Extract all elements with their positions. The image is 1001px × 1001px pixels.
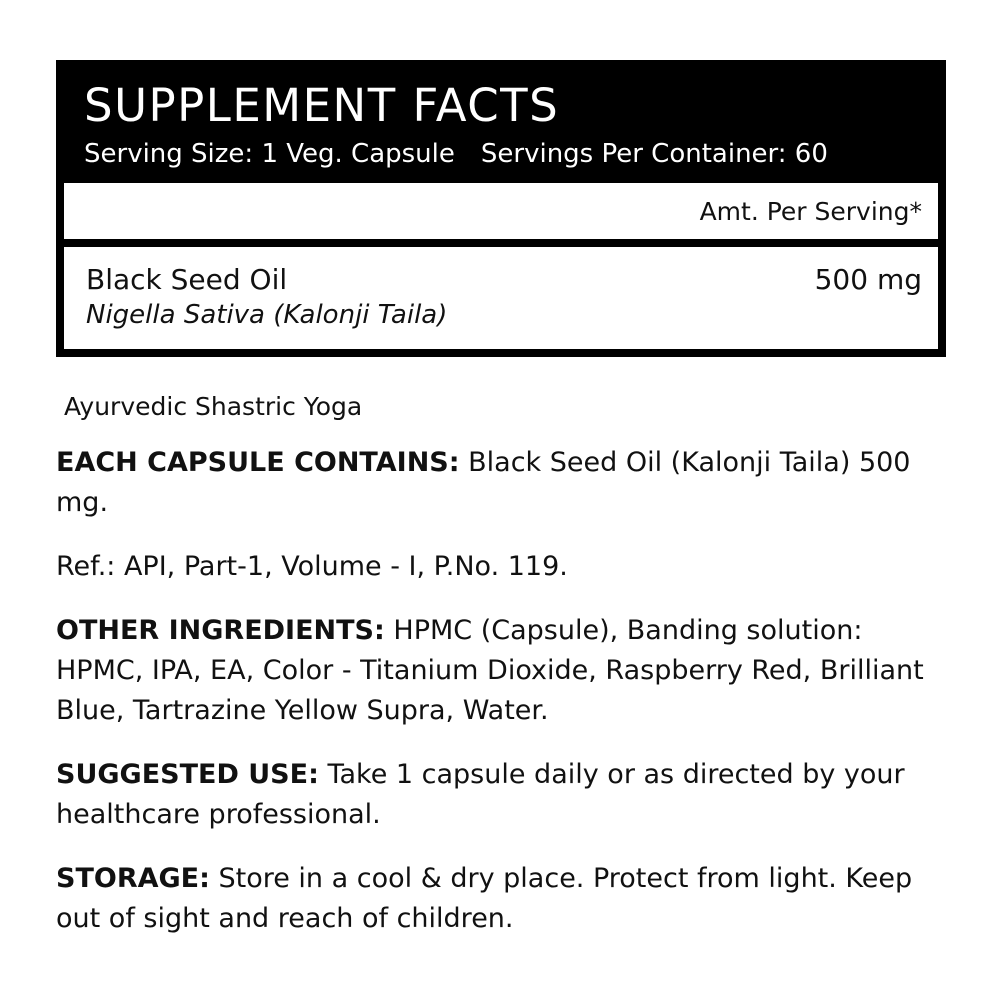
table-row <box>64 247 938 349</box>
storage-text: Store in a cool & dry place. Protect from light. Keep out of sight and reach of children. <box>56 862 913 934</box>
ayurvedic-yoga-note: Ayurvedic Shastric Yoga <box>64 392 363 421</box>
each-capsule-contains-label: EACH CAPSULE CONTAINS: <box>56 447 460 478</box>
reference-paragraph <box>56 547 956 587</box>
storage-label: STORAGE: <box>56 862 210 894</box>
amount-per-serving-label: Amt. Per Serving* <box>699 196 922 226</box>
serving-size-text: Serving Size: 1 Veg. Capsule <box>84 139 455 170</box>
serving-info <box>56 129 946 183</box>
each-capsule-contains-text: Black Seed Oil (Kalonji Taila) 500 mg. <box>56 447 911 518</box>
amount-per-serving-header-row <box>64 183 938 239</box>
reference-text: Ref.: API, Part-1, Volume - I, P.No. 119. <box>56 550 568 582</box>
label-body-text <box>56 392 956 963</box>
ingredient-latin-name: Nigella Sativa (Kalonji Taila) <box>86 300 448 331</box>
ingredient-amount: 500 mg <box>814 263 922 297</box>
suggested-use-text: Take 1 capsule daily or as directed by your healthcare professional. <box>56 758 905 830</box>
other-ingredients-paragraph <box>56 611 956 731</box>
panel-bottom-border <box>56 349 946 357</box>
supplement-facts-panel <box>56 60 946 357</box>
other-ingredients-text: HPMC (Capsule), Banding solution: HPMC, IPA, EA, Color - Titanium Dioxide, Raspberry Red, Brilliant Blue, Tartrazine Yellow Supra, Water. <box>56 614 924 726</box>
ingredient-cell <box>86 261 447 333</box>
ingredient-name: Black Seed Oil <box>86 263 288 297</box>
page-title: SUPPLEMENT FACTS <box>84 79 560 132</box>
other-ingredients-label: OTHER INGREDIENTS: <box>56 614 385 646</box>
suggested-use-paragraph <box>56 755 956 835</box>
servings-per-container-text: Servings Per Container: 60 <box>480 139 828 170</box>
each-capsule-contains-paragraph <box>56 443 956 523</box>
suggested-use-label: SUGGESTED USE: <box>56 758 319 790</box>
storage-paragraph <box>56 859 956 939</box>
row-divider <box>56 239 946 247</box>
